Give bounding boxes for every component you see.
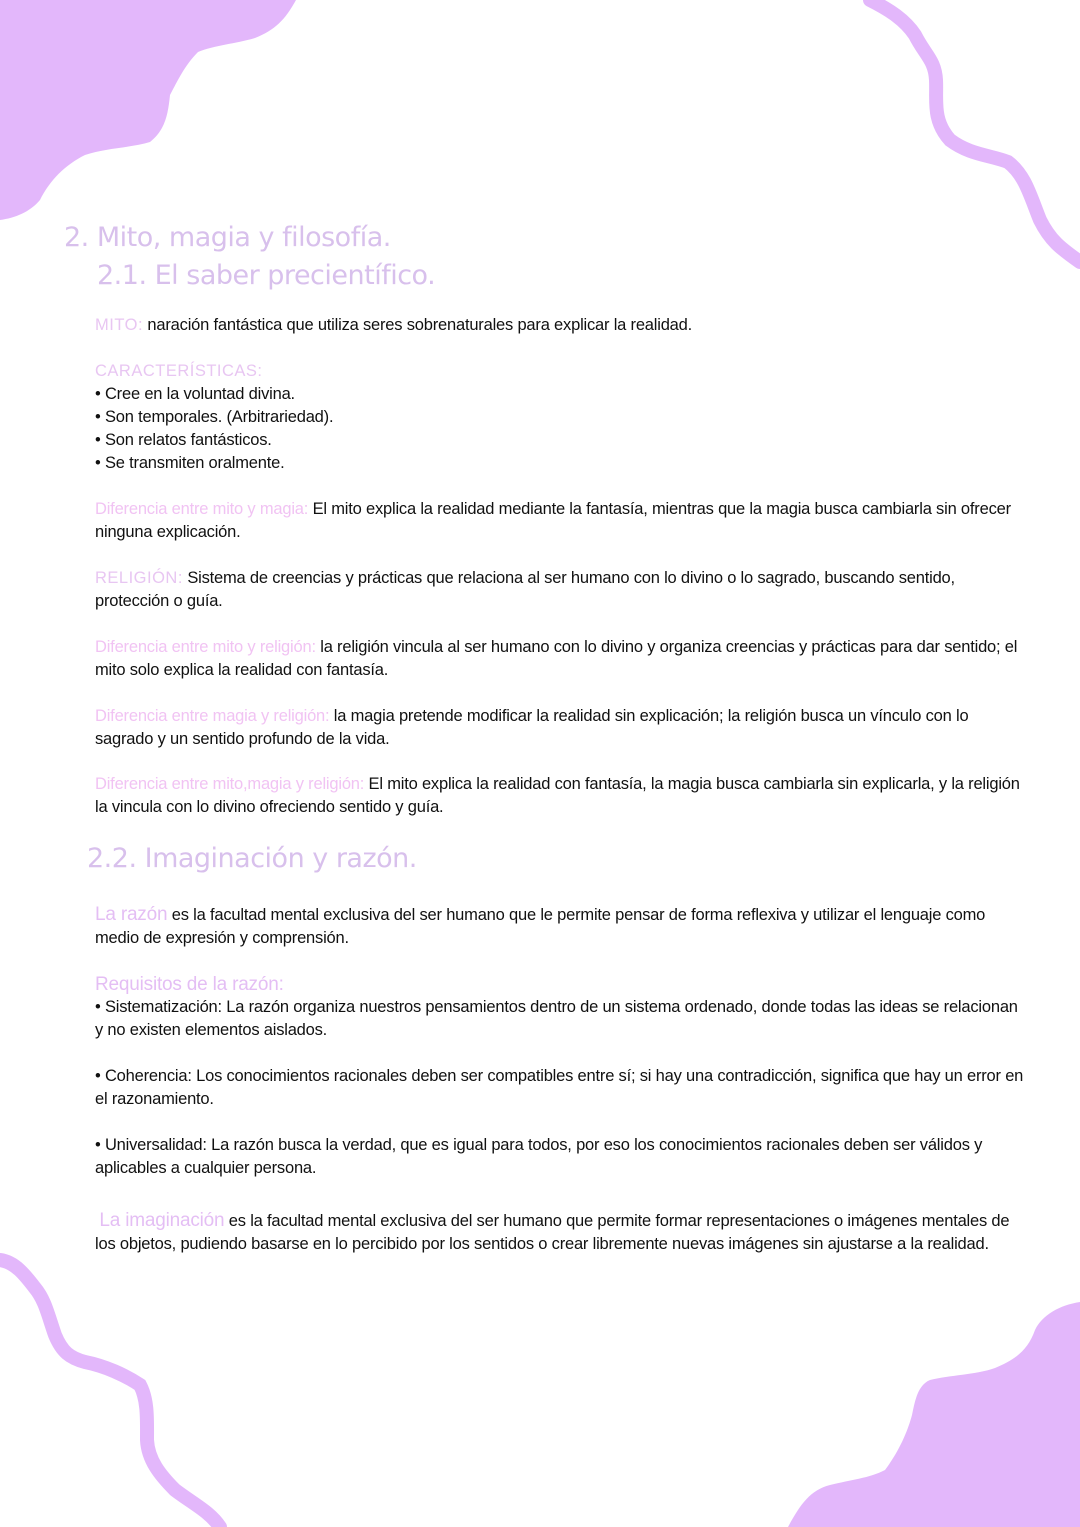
label-dif-mito-magia: Diferencia entre mito y magia: [95, 500, 309, 518]
label-dif-magia-religion: Diferencia entre magia y religión: [95, 707, 330, 725]
definition-razon [95, 903, 1025, 950]
text-dif-mito-religion: la religión vincula al ser humano con lo divino y organiza creencias y prácticas para dar sentido; el mito solo explica la realidad con fantasía. [95, 638, 1018, 679]
subsection-heading-precientifico: 2.1. El saber precientífico. [97, 260, 436, 291]
difference-mito-religion [95, 636, 1025, 682]
list-item: • Cree en la voluntad divina. [95, 383, 1025, 406]
text-dif-mito-magia: El mito explica la realidad mediante la fantasía, mientras que la magia busca cambiarla sin ofrecer ninguna explicación. [95, 500, 1011, 541]
label-dif-mito-magia-religion: Diferencia entre mito,magia y religión: [95, 775, 365, 793]
text-imaginacion: es la facultad mental exclusiva del ser humano que permite formar representaciones o imágenes mentales de los objetos, pudiendo basarse en lo percibido por los sentidos o crear libremente nuevas imágenes sin ajustarse a la realidad. [95, 1212, 1010, 1253]
list-item: • Se transmiten oralmente. [95, 452, 1025, 475]
definition-mito [95, 314, 1025, 337]
label-imaginacion: La imaginación [99, 1210, 225, 1231]
label-dif-mito-religion: Diferencia entre mito y religión: [95, 638, 316, 656]
decor-wave-top-right [840, 0, 1080, 280]
text-dif-mito-magia-religion: El mito explica la realidad con fantasía, la magia busca cambiarla sin explicarla, y la religión la vincula con lo divino ofreciendo sentido y guía. [95, 775, 1020, 816]
definition-religion [95, 567, 1025, 613]
text-religion: Sistema de creencias y prácticas que relaciona al ser humano con lo divino o lo sagrado, buscando sentido, protección o guía. [95, 569, 955, 610]
decor-blob-bottom-right [770, 1290, 1080, 1527]
requirements-block [95, 973, 1025, 1180]
label-mito: MITO: [95, 316, 144, 334]
list-item: • Universalidad: La razón busca la verdad, que es igual para todos, por eso los conocimientos racionales deben ser válidos y aplicables a cualquier persona. [95, 1134, 1025, 1180]
subsection-heading-imaginacion-razon: 2.2. Imaginación y razón. [87, 843, 417, 874]
list-item: • Son temporales. (Arbitrariedad). [95, 406, 1025, 429]
label-requisitos: Requisitos de la razón: [95, 974, 284, 995]
text-mito: naración fantástica que utiliza seres sobrenaturales para explicar la realidad. [143, 316, 693, 334]
decor-wave-bottom-left [0, 1240, 240, 1527]
label-razon: La razón [95, 904, 168, 925]
text-dif-magia-religion: la magia pretende modificar la realidad sin explicación; la religión busca un vínculo con lo sagrado y un sentido profundo de la vida. [95, 707, 969, 748]
definition-imaginacion [95, 1209, 1025, 1256]
requirements-list [95, 996, 1025, 1180]
difference-magia-religion [95, 705, 1025, 751]
list-item: • Son relatos fantásticos. [95, 429, 1025, 452]
text-razon: es la facultad mental exclusiva del ser humano que le permite pensar de forma reflexiva y utilizar el lenguaje como medio de expresión y comprensión. [95, 906, 986, 947]
difference-mito-magia [95, 498, 1025, 544]
label-caracteristicas: CARACTERÍSTICAS: [95, 362, 263, 380]
section-heading: 2. Mito, magia y filosofía. [64, 222, 391, 253]
label-religion: RELIGIÓN: [95, 569, 183, 587]
decor-blob-top-left [0, 0, 310, 225]
characteristics-list [95, 383, 1025, 475]
list-item: • Coherencia: Los conocimientos racionales deben ser compatibles entre sí; si hay una contradicción, significa que hay un error en el razonamiento. [95, 1065, 1025, 1111]
characteristics-block [95, 360, 1025, 475]
list-item: • Sistematización: La razón organiza nuestros pensamientos dentro de un sistema ordenado, donde todas las ideas se relacionan y no existen elementos aislados. [95, 996, 1025, 1042]
difference-mito-magia-religion [95, 773, 1025, 819]
